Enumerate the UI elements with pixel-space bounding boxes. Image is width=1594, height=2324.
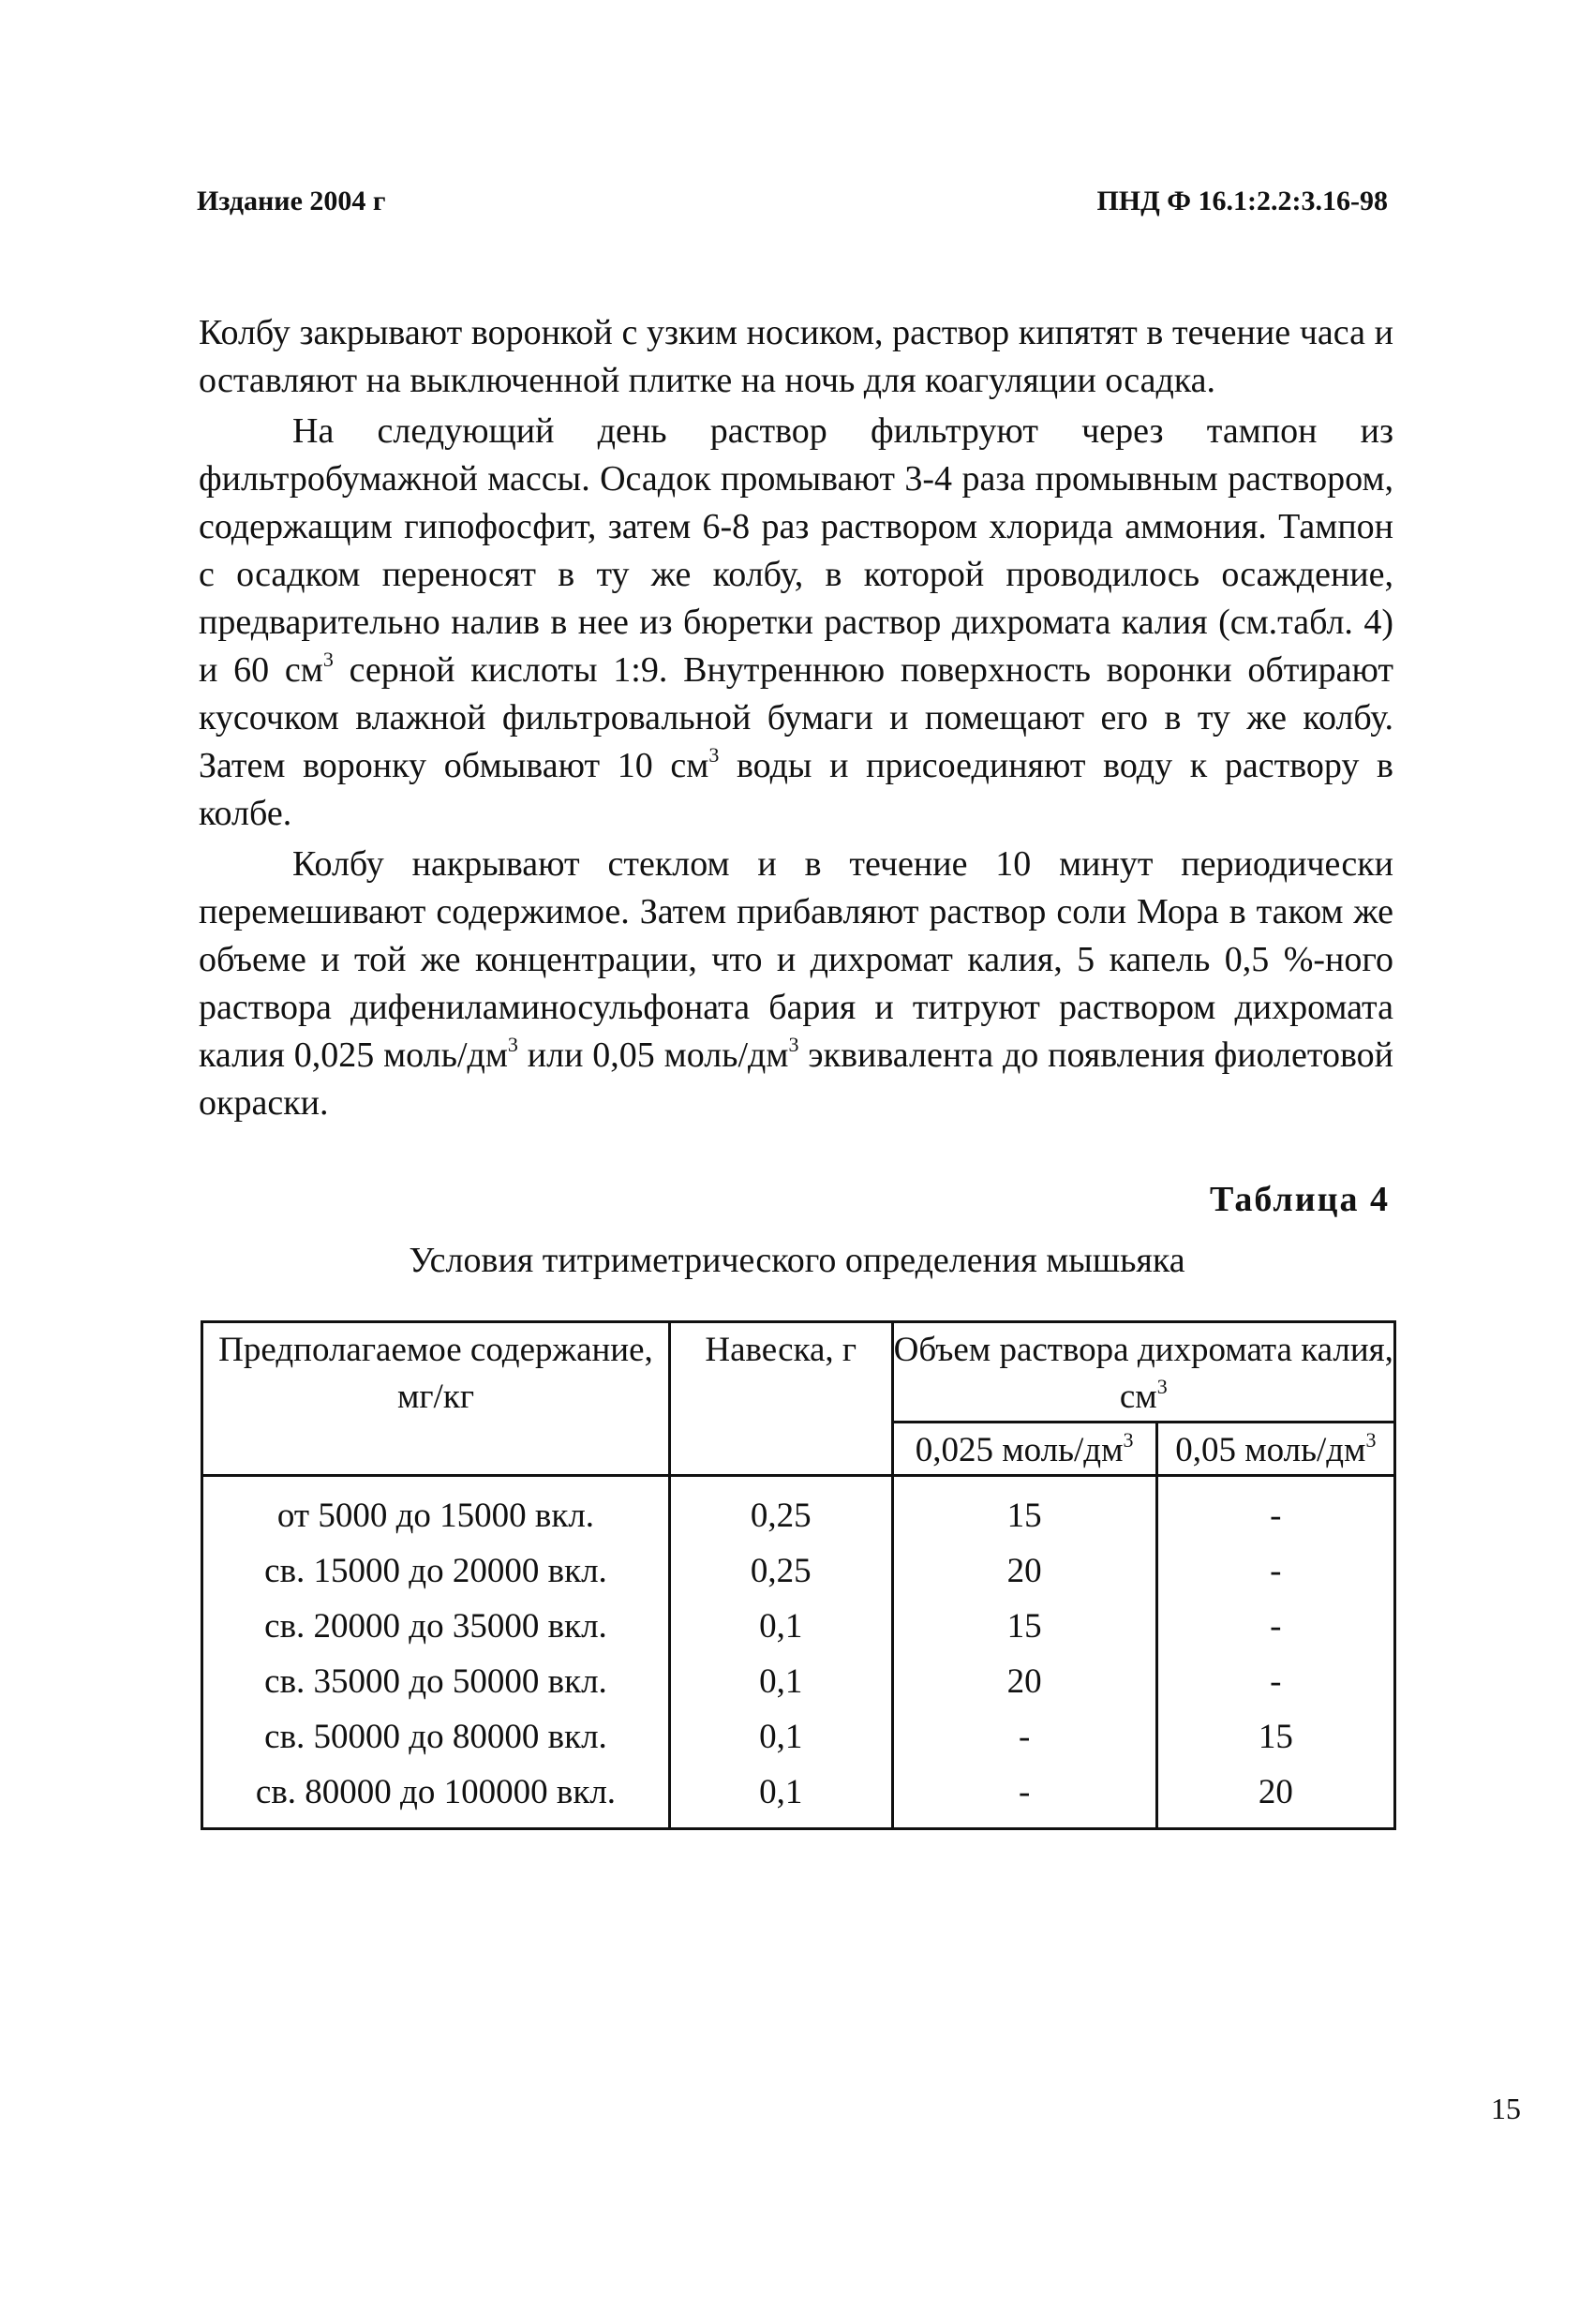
paragraph-1: Колбу закрывают воронкой с узким носиком, раствор кипятят в течение часа и оставляют на выключенной плитке на ночь для коагуляции осадка. <box>199 313 1393 400</box>
cell-volume-005: - <box>1156 1543 1394 1599</box>
cell-sample: 0,25 <box>669 1476 892 1544</box>
table-row <box>202 1599 1395 1654</box>
cell-volume-005: 20 <box>1156 1765 1394 1829</box>
header-conc-0025: 0,025 моль/$дм^3$ <box>892 1423 1156 1476</box>
table-title: Условия титриметрического определения мышьяка <box>409 1241 1185 1280</box>
cell-content: св. 15000 до 20000 вкл. <box>202 1543 670 1599</box>
cell-volume-0025: 15 <box>892 1476 1156 1544</box>
cell-content: от 5000 до 15000 вкл. <box>202 1476 670 1544</box>
cell-sample: 0,1 <box>669 1709 892 1765</box>
paragraph-3: Колбу накрывают стеклом и в течение 10 минут периодически перемешивают содержимое. Затем прибавляют раствор соли Мора в таком же объеме и той же концентрации, что и дихромат калия, 5 капель 0,5 %-ного раствора дифениламиносульфоната бария и титруют раствором дихромата калия 0,025 моль/$дм^3$ или 0,05 моль/$дм^3$ эквивалента до появления фиолетовой окраски. <box>199 844 1393 1123</box>
cell-volume-005: 15 <box>1156 1709 1394 1765</box>
cell-volume-005: - <box>1156 1476 1394 1544</box>
arsenic-titration-table <box>201 1320 1396 1830</box>
header-content: Предполагаемое содержание, мг/кг <box>202 1322 670 1476</box>
table-row <box>202 1476 1395 1544</box>
table-row <box>202 1765 1395 1829</box>
cell-volume-0025: 20 <box>892 1543 1156 1599</box>
cell-volume-0025: - <box>892 1709 1156 1765</box>
cell-sample: 0,1 <box>669 1765 892 1829</box>
cell-volume-005: - <box>1156 1599 1394 1654</box>
header-conc-005: 0,05 моль/$дм^3$ <box>1156 1423 1394 1476</box>
cell-volume-005: - <box>1156 1654 1394 1709</box>
table-row <box>202 1709 1395 1765</box>
page-number: 15 <box>1491 2092 1521 2125</box>
header-sample: Навеска, г <box>669 1322 892 1476</box>
cell-content: св. 80000 до 100000 вкл. <box>202 1765 670 1829</box>
cell-content: св. 35000 до 50000 вкл. <box>202 1654 670 1709</box>
document-code: ПНД Ф 16.1:2.2:3.16-98 <box>1096 186 1388 216</box>
cell-volume-0025: - <box>892 1765 1156 1829</box>
table-caption: Таблица 4 <box>1209 1180 1390 1219</box>
body-text <box>199 309 1393 1130</box>
cell-sample: 0,1 <box>669 1599 892 1654</box>
header-volume: Объем раствора дихромата калия, $см^3$ <box>892 1322 1394 1423</box>
cell-volume-0025: 20 <box>892 1654 1156 1709</box>
cell-sample: 0,25 <box>669 1543 892 1599</box>
table-row <box>202 1543 1395 1599</box>
cell-content: св. 20000 до 35000 вкл. <box>202 1599 670 1654</box>
cell-sample: 0,1 <box>669 1654 892 1709</box>
paragraph-2: На следующий день раствор фильтруют через тампон из фильтробумажной массы. Осадок промывают 3-4 раза промывным раствором, содержащим гипофосфит, затем 6-8 раз раствором хлорида аммония. Тампон с осадком переносят в ту же колбу, в которой проводилось осаждение, предварительно налив в нее из бюретки раствор дихромата калия (см.табл. 4) и 60 $см^3$ серной кислоты 1:9. Внутреннюю поверхность воронки обтирают кусочком влажной фильтровальной бумаги и помещают его в ту же колбу. Затем воронку обмывают 10 $см^3$ воды и присоединяют воду к раствору в колбе. <box>199 411 1394 833</box>
table-row <box>202 1654 1395 1709</box>
cell-volume-0025: 15 <box>892 1599 1156 1654</box>
edition-label: Издание 2004 г <box>197 186 386 216</box>
cell-content: св. 50000 до 80000 вкл. <box>202 1709 670 1765</box>
